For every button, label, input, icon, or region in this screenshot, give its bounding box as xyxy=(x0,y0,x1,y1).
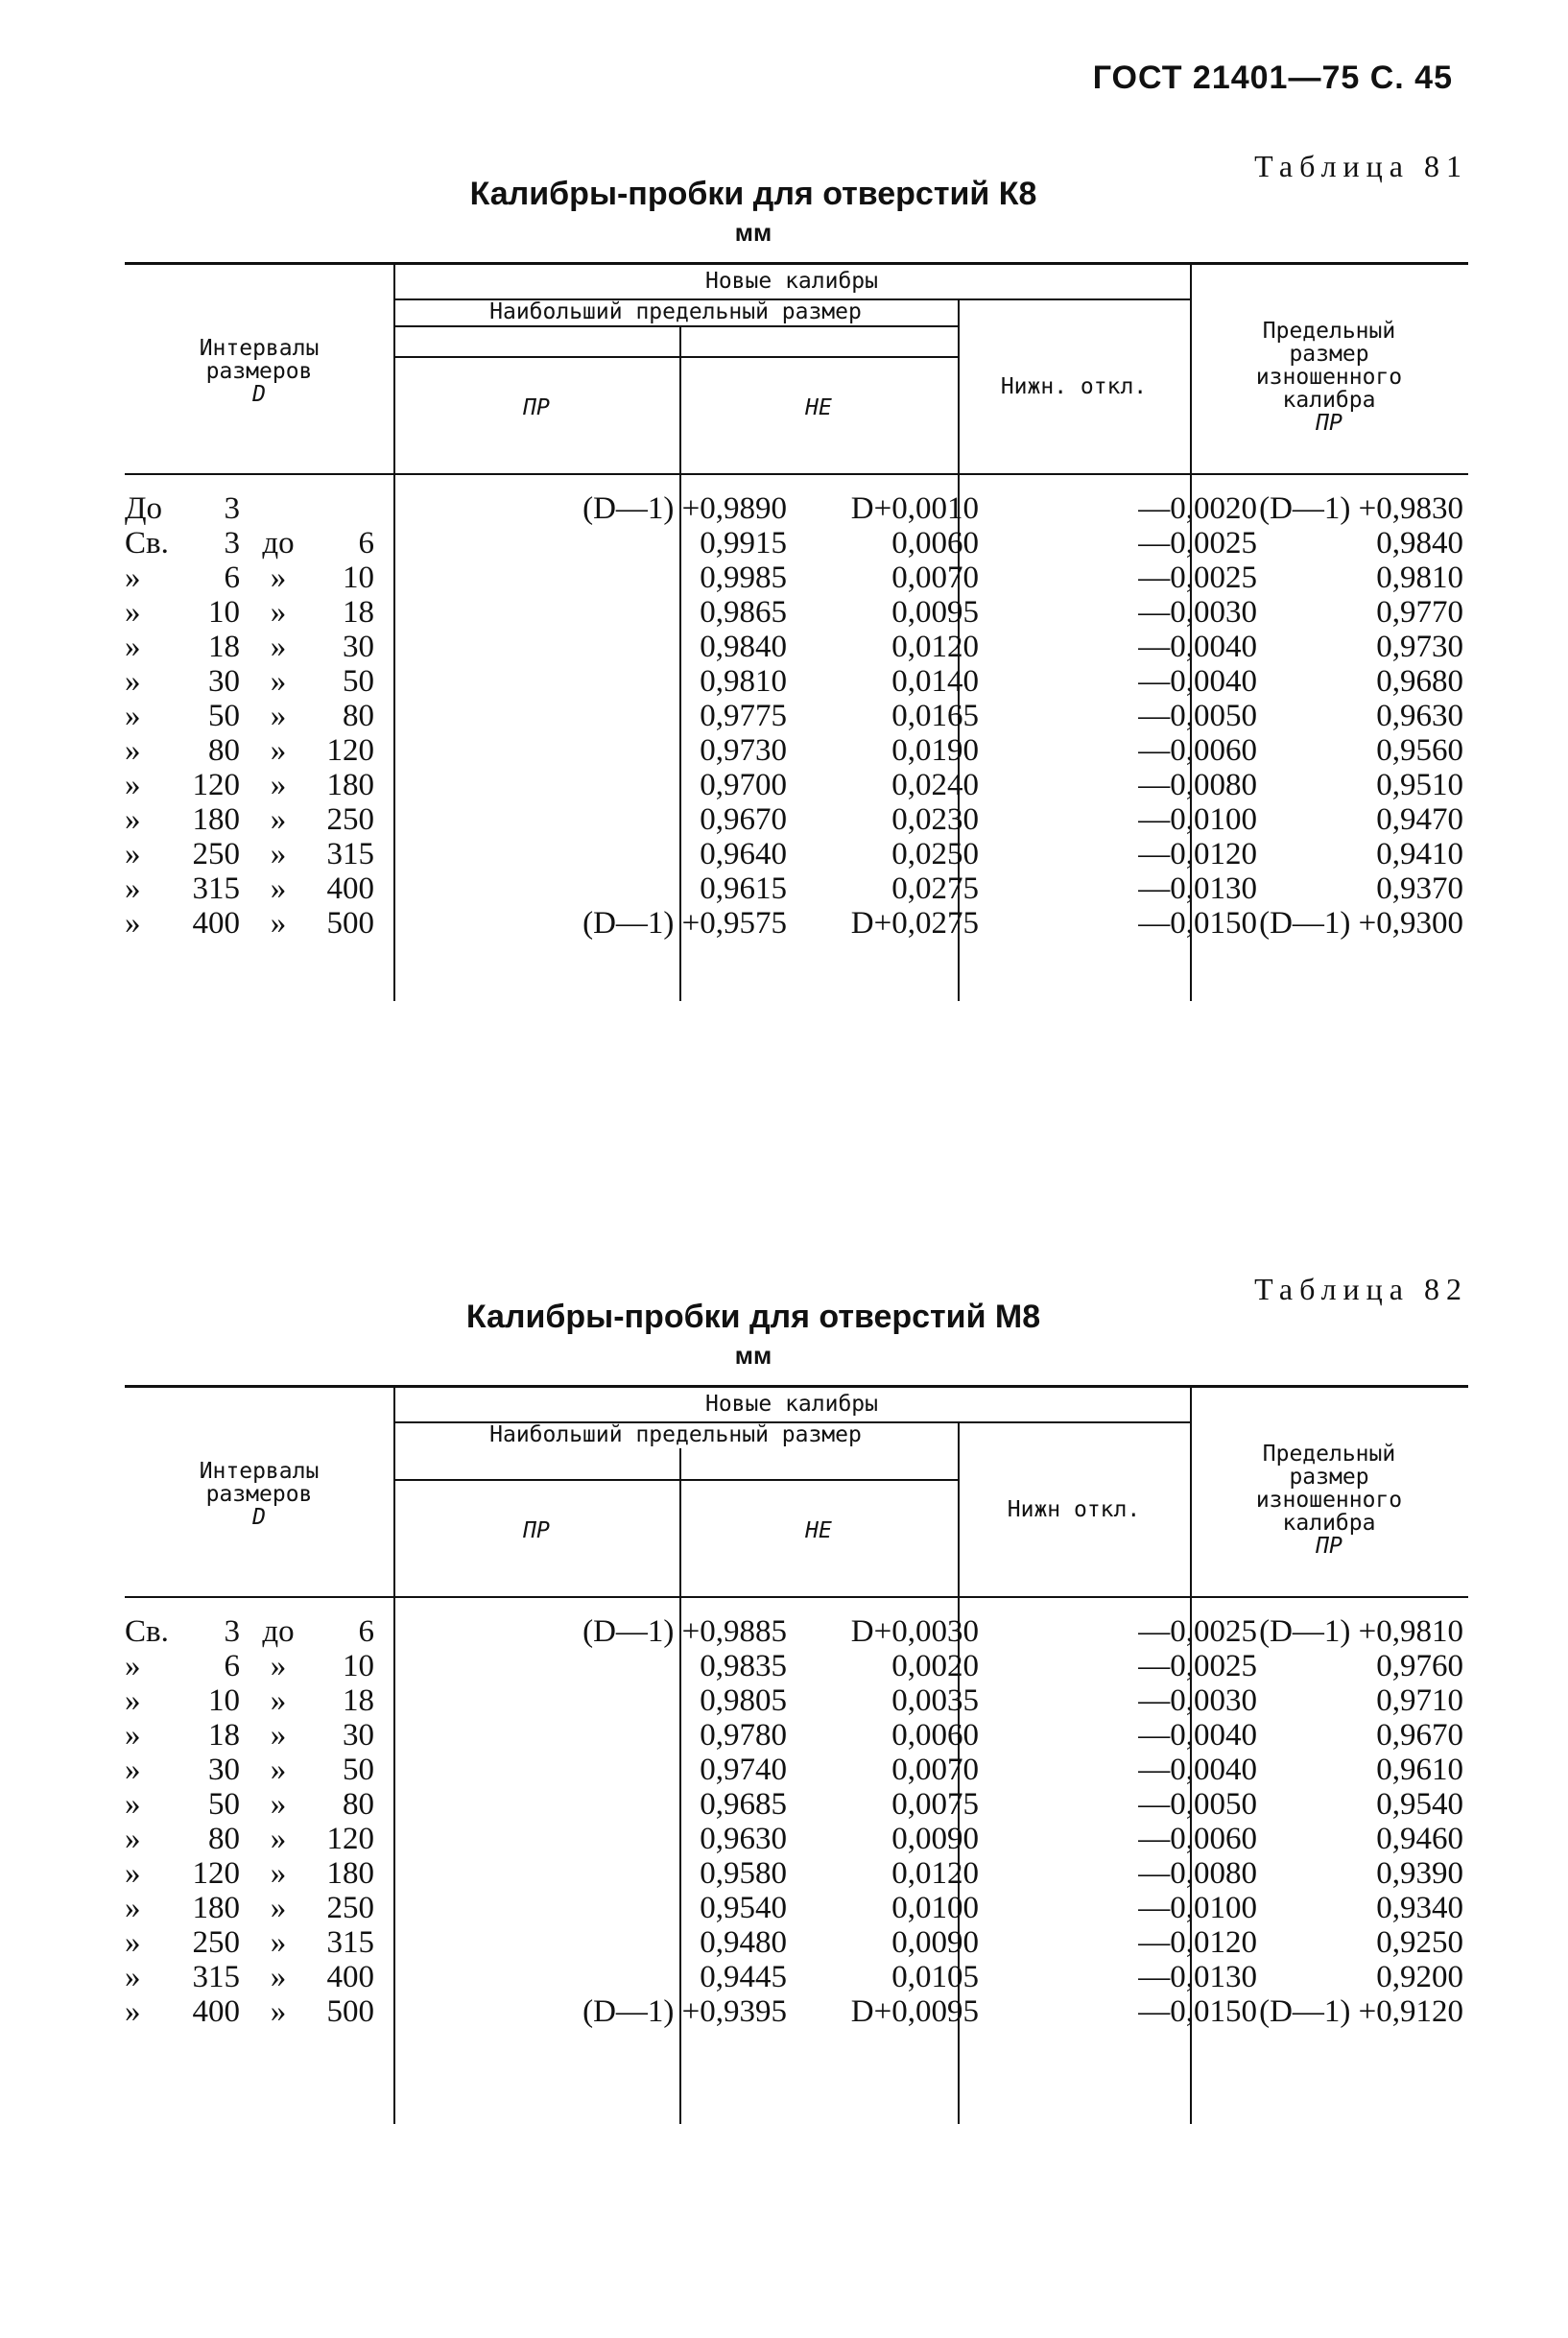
cell-to-word: » xyxy=(270,1683,287,1718)
header-intervals-line3: D xyxy=(252,382,266,407)
cell-prefix: » xyxy=(125,1787,141,1822)
header-worn-line2: размер xyxy=(1289,1465,1369,1490)
cell-prefix: » xyxy=(125,699,141,733)
header-intervals xyxy=(125,1460,393,1529)
cell-lower-dev: —0,0100 xyxy=(1138,1891,1257,1925)
table-body xyxy=(125,1615,1468,2114)
cell-worn: 0,9510 xyxy=(1376,768,1463,802)
cell-prefix: До xyxy=(125,491,163,526)
cell-ne: 0,0120 xyxy=(891,1856,979,1891)
cell-lower-dev: —0,0080 xyxy=(1138,768,1257,802)
cell-pr: 0,9805 xyxy=(700,1683,787,1718)
cell-ne: 0,0070 xyxy=(891,561,979,595)
cell-to: 120 xyxy=(326,1822,374,1856)
cell-prefix: Св. xyxy=(125,526,169,561)
cell-pr: 0,9835 xyxy=(700,1649,787,1683)
cell-pr: 0,9540 xyxy=(700,1891,787,1925)
cell-prefix: » xyxy=(125,802,141,837)
table-row xyxy=(125,1892,1468,1925)
cell-from: 18 xyxy=(208,630,240,664)
table-row xyxy=(125,907,1468,941)
table-81 xyxy=(125,149,1468,1013)
header-intervals-line1: Интервалы xyxy=(199,336,320,361)
header-lower-dev: Нижн. откл. xyxy=(1000,374,1148,399)
cell-to-word: » xyxy=(270,1787,287,1822)
cell-from: 80 xyxy=(208,1822,240,1856)
cell-to-word: » xyxy=(270,1753,287,1787)
table-number: Таблица 82 xyxy=(1254,1272,1468,1306)
cell-to-word: » xyxy=(270,1649,287,1683)
header-worn xyxy=(1190,320,1468,435)
table-row xyxy=(125,1684,1468,1718)
cell-worn: (D—1) +0,9120 xyxy=(1259,1994,1463,2029)
cell-ne: 0,0240 xyxy=(891,768,979,802)
cell-pr: 0,9630 xyxy=(700,1822,787,1856)
cell-worn: 0,9770 xyxy=(1376,595,1463,630)
table-title: Калибры-пробки для отверстий К8 xyxy=(469,176,1037,212)
cell-from: 10 xyxy=(208,595,240,630)
cell-worn: 0,9390 xyxy=(1376,1856,1463,1891)
cell-to: 500 xyxy=(326,906,374,941)
cell-worn: 0,9760 xyxy=(1376,1649,1463,1683)
cell-lower-dev: —0,0040 xyxy=(1138,630,1257,664)
cell-lower-dev: —0,0120 xyxy=(1138,1925,1257,1960)
cell-prefix: » xyxy=(125,1856,141,1891)
table-row xyxy=(125,1926,1468,1960)
cell-from: 315 xyxy=(192,1960,240,1994)
cell-lower-dev: —0,0030 xyxy=(1138,595,1257,630)
cell-pr: 0,9445 xyxy=(700,1960,787,1994)
cell-prefix: » xyxy=(125,595,141,630)
cell-to: 18 xyxy=(343,1683,374,1718)
cell-to: 6 xyxy=(358,1614,374,1649)
cell-worn: 0,9710 xyxy=(1376,1683,1463,1718)
cell-worn: 0,9730 xyxy=(1376,630,1463,664)
header-worn xyxy=(1190,1443,1468,1558)
table-row xyxy=(125,631,1468,664)
cell-lower-dev: —0,0025 xyxy=(1138,561,1257,595)
cell-pr: 0,9480 xyxy=(700,1925,787,1960)
cell-ne: 0,0100 xyxy=(891,1891,979,1925)
table-row xyxy=(125,596,1468,630)
cell-to: 18 xyxy=(343,595,374,630)
cell-ne: D+0,0030 xyxy=(850,1614,979,1649)
cell-from: 50 xyxy=(208,699,240,733)
cell-prefix: » xyxy=(125,837,141,871)
cell-from: 180 xyxy=(192,1891,240,1925)
cell-to-word: до xyxy=(262,1614,295,1649)
table-row xyxy=(125,665,1468,699)
cell-to-word: » xyxy=(270,871,287,906)
cell-from: 250 xyxy=(192,837,240,871)
cell-from: 250 xyxy=(192,1925,240,1960)
table-row xyxy=(125,1995,1468,2029)
cell-pr: 0,9840 xyxy=(700,630,787,664)
cell-to-word: » xyxy=(270,1994,287,2029)
cell-worn: 0,9630 xyxy=(1376,699,1463,733)
header-ne: НЕ xyxy=(805,1518,832,1543)
cell-pr: 0,9915 xyxy=(700,526,787,561)
cell-ne: 0,0090 xyxy=(891,1925,979,1960)
header-new-gauges: Новые калибры xyxy=(704,1392,878,1417)
header-worn-line5: ПР xyxy=(1316,1534,1342,1559)
cell-to: 500 xyxy=(326,1994,374,2029)
cell-pr: 0,9775 xyxy=(700,699,787,733)
header-worn-line3: изношенного xyxy=(1255,365,1403,390)
cell-lower-dev: —0,0020 xyxy=(1138,491,1257,526)
cell-prefix: » xyxy=(125,561,141,595)
cell-to: 400 xyxy=(326,1960,374,1994)
cell-from: 180 xyxy=(192,802,240,837)
header-intervals xyxy=(125,337,393,406)
cell-worn: 0,9200 xyxy=(1376,1960,1463,1994)
cell-lower-dev: —0,0030 xyxy=(1138,1683,1257,1718)
cell-pr: 0,9580 xyxy=(700,1856,787,1891)
table-row xyxy=(125,561,1468,595)
cell-prefix: » xyxy=(125,1891,141,1925)
cell-to: 250 xyxy=(326,802,374,837)
cell-to: 50 xyxy=(343,1753,374,1787)
cell-lower-dev: —0,0130 xyxy=(1138,871,1257,906)
cell-from: 315 xyxy=(192,871,240,906)
cell-ne: 0,0230 xyxy=(891,802,979,837)
cell-ne: 0,0165 xyxy=(891,699,979,733)
cell-from: 30 xyxy=(208,1753,240,1787)
cell-from: 6 xyxy=(224,561,240,595)
cell-pr: (D—1) +0,9885 xyxy=(582,1614,787,1649)
cell-lower-dev: —0,0080 xyxy=(1138,1856,1257,1891)
cell-ne: D+0,0095 xyxy=(850,1994,979,2029)
cell-to: 80 xyxy=(343,699,374,733)
cell-worn: 0,9560 xyxy=(1376,733,1463,768)
cell-ne: 0,0250 xyxy=(891,837,979,871)
cell-worn: 0,9840 xyxy=(1376,526,1463,561)
cell-ne: 0,0060 xyxy=(891,1718,979,1753)
cell-worn: 0,9610 xyxy=(1376,1753,1463,1787)
cell-lower-dev: —0,0025 xyxy=(1138,526,1257,561)
table-grid xyxy=(125,262,1468,1001)
header-worn-line4: калибра xyxy=(1282,1511,1376,1536)
cell-lower-dev: —0,0150 xyxy=(1138,906,1257,941)
cell-worn: 0,9470 xyxy=(1376,802,1463,837)
cell-to: 180 xyxy=(326,768,374,802)
cell-to-word: » xyxy=(270,837,287,871)
cell-lower-dev: —0,0060 xyxy=(1138,733,1257,768)
cell-pr: 0,9685 xyxy=(700,1787,787,1822)
cell-lower-dev: —0,0040 xyxy=(1138,1753,1257,1787)
cell-to-word: » xyxy=(270,1925,287,1960)
cell-prefix: » xyxy=(125,1994,141,2029)
cell-ne: D+0,0010 xyxy=(850,491,979,526)
cell-from: 3 xyxy=(224,526,240,561)
cell-pr: (D—1) +0,9890 xyxy=(582,491,787,526)
cell-from: 400 xyxy=(192,1994,240,2029)
cell-ne: 0,0120 xyxy=(891,630,979,664)
cell-worn: 0,9340 xyxy=(1376,1891,1463,1925)
cell-prefix: » xyxy=(125,871,141,906)
header-worn-line2: размер xyxy=(1289,342,1369,367)
table-row xyxy=(125,1650,1468,1683)
cell-pr: 0,9730 xyxy=(700,733,787,768)
cell-ne: D+0,0275 xyxy=(850,906,979,941)
header-worn-line1: Предельный xyxy=(1262,319,1396,344)
cell-ne: 0,0140 xyxy=(891,664,979,699)
cell-to: 6 xyxy=(358,526,374,561)
cell-to-word: » xyxy=(270,1822,287,1856)
table-row xyxy=(125,872,1468,906)
header-intervals-line3: D xyxy=(252,1505,266,1530)
header-max-limit: Наибольший предельный размер xyxy=(489,1422,862,1447)
header-worn-line3: изношенного xyxy=(1255,1488,1403,1513)
cell-from: 3 xyxy=(224,1614,240,1649)
cell-to-word: » xyxy=(270,595,287,630)
cell-ne: 0,0035 xyxy=(891,1683,979,1718)
cell-worn: 0,9670 xyxy=(1376,1718,1463,1753)
cell-to-word: до xyxy=(262,526,295,561)
table-grid xyxy=(125,1385,1468,2124)
cell-worn: 0,9540 xyxy=(1376,1787,1463,1822)
cell-lower-dev: —0,0060 xyxy=(1138,1822,1257,1856)
header-ne: НЕ xyxy=(805,395,832,420)
cell-to: 30 xyxy=(343,630,374,664)
cell-ne: 0,0090 xyxy=(891,1822,979,1856)
cell-pr: 0,9670 xyxy=(700,802,787,837)
cell-pr: 0,9810 xyxy=(700,664,787,699)
table-row xyxy=(125,1961,1468,1994)
cell-ne: 0,0275 xyxy=(891,871,979,906)
cell-prefix: » xyxy=(125,1683,141,1718)
cell-from: 400 xyxy=(192,906,240,941)
table-row xyxy=(125,1615,1468,1649)
cell-pr: 0,9740 xyxy=(700,1753,787,1787)
cell-to-word: » xyxy=(270,1891,287,1925)
cell-to: 315 xyxy=(326,1925,374,1960)
table-row xyxy=(125,1719,1468,1753)
cell-prefix: » xyxy=(125,906,141,941)
cell-to-word: » xyxy=(270,768,287,802)
cell-prefix: » xyxy=(125,733,141,768)
cell-lower-dev: —0,0050 xyxy=(1138,699,1257,733)
cell-to: 400 xyxy=(326,871,374,906)
cell-worn: 0,9410 xyxy=(1376,837,1463,871)
table-row xyxy=(125,492,1468,526)
cell-ne: 0,0070 xyxy=(891,1753,979,1787)
cell-lower-dev: —0,0025 xyxy=(1138,1649,1257,1683)
table-row xyxy=(125,1754,1468,1787)
cell-lower-dev: —0,0100 xyxy=(1138,802,1257,837)
cell-prefix: » xyxy=(125,1718,141,1753)
header-intervals-line2: размеров xyxy=(205,1482,313,1507)
header-intervals-line1: Интервалы xyxy=(199,1459,320,1484)
table-row xyxy=(125,1857,1468,1891)
cell-worn: 0,9680 xyxy=(1376,664,1463,699)
cell-from: 80 xyxy=(208,733,240,768)
cell-lower-dev: —0,0040 xyxy=(1138,664,1257,699)
cell-prefix: » xyxy=(125,1925,141,1960)
cell-to: 180 xyxy=(326,1856,374,1891)
cell-to-word: » xyxy=(270,1718,287,1753)
cell-pr: 0,9615 xyxy=(700,871,787,906)
cell-ne: 0,0190 xyxy=(891,733,979,768)
cell-from: 120 xyxy=(192,1856,240,1891)
cell-worn: 0,9460 xyxy=(1376,1822,1463,1856)
cell-worn: 0,9250 xyxy=(1376,1925,1463,1960)
cell-ne: 0,0105 xyxy=(891,1960,979,1994)
cell-to: 50 xyxy=(343,664,374,699)
table-82 xyxy=(125,1272,1468,2135)
table-title: Калибры-пробки для отверстий М8 xyxy=(465,1299,1041,1335)
cell-to-word: » xyxy=(270,1960,287,1994)
cell-pr: 0,9780 xyxy=(700,1718,787,1753)
cell-worn: 0,9810 xyxy=(1376,561,1463,595)
cell-from: 120 xyxy=(192,768,240,802)
table-row xyxy=(125,803,1468,837)
cell-to-word: » xyxy=(270,699,287,733)
table-row xyxy=(125,527,1468,561)
cell-pr: (D—1) +0,9575 xyxy=(582,906,787,941)
header-pr: ПР xyxy=(523,395,550,420)
cell-prefix: » xyxy=(125,1649,141,1683)
cell-lower-dev: —0,0130 xyxy=(1138,1960,1257,1994)
cell-ne: 0,0020 xyxy=(891,1649,979,1683)
cell-to-word: » xyxy=(270,1856,287,1891)
table-row xyxy=(125,769,1468,802)
table-unit: мм xyxy=(734,218,772,247)
cell-from: 6 xyxy=(224,1649,240,1683)
cell-ne: 0,0095 xyxy=(891,595,979,630)
header-new-gauges: Новые калибры xyxy=(704,269,878,294)
cell-from: 10 xyxy=(208,1683,240,1718)
cell-worn: 0,9370 xyxy=(1376,871,1463,906)
cell-pr: 0,9865 xyxy=(700,595,787,630)
cell-lower-dev: —0,0150 xyxy=(1138,1994,1257,2029)
cell-prefix: » xyxy=(125,630,141,664)
header-worn-line1: Предельный xyxy=(1262,1442,1396,1467)
cell-worn: (D—1) +0,9830 xyxy=(1259,491,1463,526)
table-row xyxy=(125,1788,1468,1822)
table-unit: мм xyxy=(734,1341,772,1370)
cell-to: 250 xyxy=(326,1891,374,1925)
cell-worn: (D—1) +0,9810 xyxy=(1259,1614,1463,1649)
cell-from: 18 xyxy=(208,1718,240,1753)
cell-pr: (D—1) +0,9395 xyxy=(582,1994,787,2029)
cell-from: 3 xyxy=(224,491,240,526)
cell-prefix: Св. xyxy=(125,1614,169,1649)
cell-pr: 0,9640 xyxy=(700,837,787,871)
header-pr: ПР xyxy=(523,1518,550,1543)
cell-lower-dev: —0,0040 xyxy=(1138,1718,1257,1753)
cell-prefix: » xyxy=(125,1822,141,1856)
cell-ne: 0,0075 xyxy=(891,1787,979,1822)
table-body xyxy=(125,492,1468,991)
header-max-limit: Наибольший предельный размер xyxy=(489,299,862,324)
cell-ne: 0,0060 xyxy=(891,526,979,561)
cell-worn: (D—1) +0,9300 xyxy=(1259,906,1463,941)
page-header: ГОСТ 21401—75 С. 45 xyxy=(1092,60,1453,96)
cell-to-word: » xyxy=(270,906,287,941)
cell-prefix: » xyxy=(125,664,141,699)
header-worn-line5: ПР xyxy=(1316,411,1342,436)
table-row xyxy=(125,1823,1468,1856)
cell-prefix: » xyxy=(125,1753,141,1787)
cell-to-word: » xyxy=(270,561,287,595)
cell-to: 120 xyxy=(326,733,374,768)
cell-from: 50 xyxy=(208,1787,240,1822)
cell-to: 80 xyxy=(343,1787,374,1822)
cell-to: 10 xyxy=(343,1649,374,1683)
table-number: Таблица 81 xyxy=(1254,149,1468,183)
cell-pr: 0,9700 xyxy=(700,768,787,802)
table-row xyxy=(125,700,1468,733)
cell-to: 30 xyxy=(343,1718,374,1753)
header-lower-dev: Нижн откл. xyxy=(1007,1497,1141,1522)
cell-to-word: » xyxy=(270,802,287,837)
cell-from: 30 xyxy=(208,664,240,699)
cell-to: 315 xyxy=(326,837,374,871)
table-row xyxy=(125,734,1468,768)
cell-to-word: » xyxy=(270,664,287,699)
cell-to-word: » xyxy=(270,630,287,664)
cell-to-word: » xyxy=(270,733,287,768)
cell-lower-dev: —0,0120 xyxy=(1138,837,1257,871)
header-intervals-line2: размеров xyxy=(205,359,313,384)
cell-prefix: » xyxy=(125,768,141,802)
cell-prefix: » xyxy=(125,1960,141,1994)
cell-lower-dev: —0,0050 xyxy=(1138,1787,1257,1822)
header-worn-line4: калибра xyxy=(1282,388,1376,413)
cell-to: 10 xyxy=(343,561,374,595)
cell-pr: 0,9985 xyxy=(700,561,787,595)
table-row xyxy=(125,838,1468,871)
cell-lower-dev: —0,0025 xyxy=(1138,1614,1257,1649)
